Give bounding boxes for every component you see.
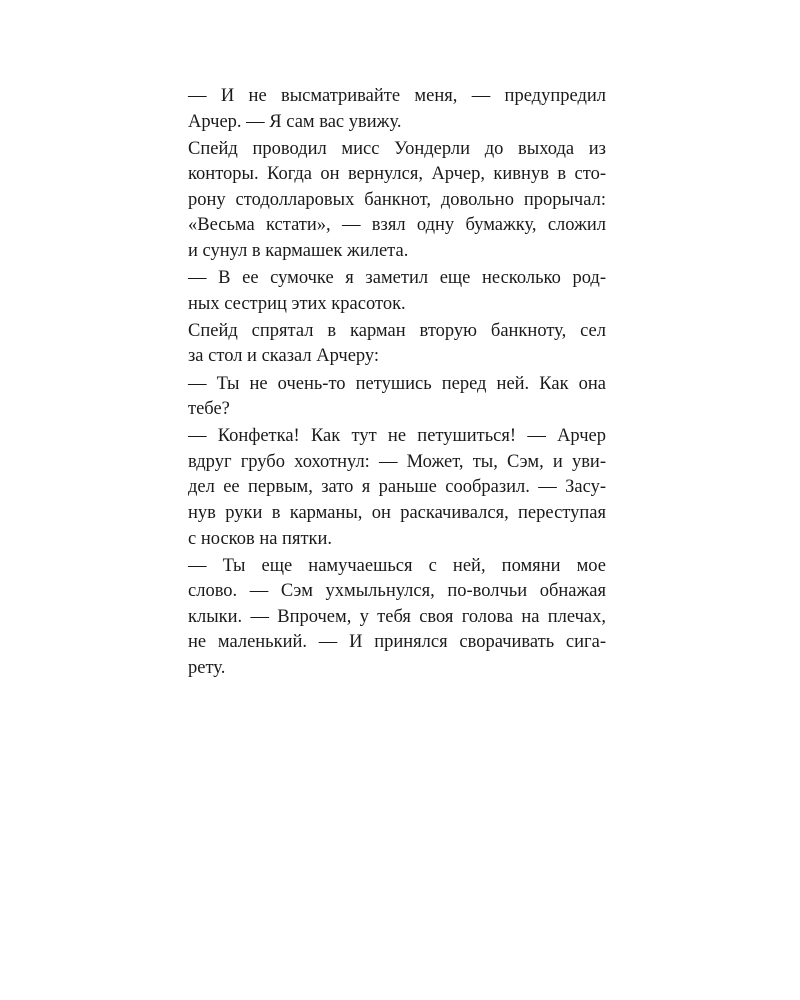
text-line: рону стодолларовых банкнот, довольно прорычал: xyxy=(188,189,606,210)
text-line: конторы. Когда он вернулся, Арчер, кивнув в сто- xyxy=(188,164,606,185)
paragraph xyxy=(164,84,606,135)
text-line: клыки. — Впрочем, у тебя своя голова на плечах, xyxy=(188,606,606,627)
text-line: ных сестриц этих красоток. xyxy=(188,293,406,314)
text-line: тебе? xyxy=(188,399,230,420)
text-line: и сунул в кармашек жилета. xyxy=(188,241,409,262)
text-line: — Ты еще намучаешься с ней, помяни мое xyxy=(188,555,606,576)
text-line: — Ты не очень-то петушись перед ней. Как она xyxy=(188,373,606,394)
paragraph xyxy=(164,266,606,317)
text-line: дел ее первым, зато я раньше сообразил. — Засу- xyxy=(188,477,606,498)
text-line: за стол и сказал Арчеру: xyxy=(188,346,380,367)
text-line: — В ее сумочке я заметил еще несколько род- xyxy=(188,268,606,289)
text-line: рету. xyxy=(188,658,226,679)
text-line: Арчер. — Я сам вас увижу. xyxy=(188,111,402,132)
text-line: Спейд проводил мисс Уондерли до выхода из xyxy=(188,138,606,159)
text-line: не маленький. — И принялся сворачивать сига- xyxy=(188,632,606,653)
paragraph xyxy=(164,137,606,265)
text-line: Спейд спрятал в карман вторую банкноту, сел xyxy=(188,320,606,341)
paragraph xyxy=(164,372,606,423)
paragraph xyxy=(164,554,606,682)
text-line: — И не высматривайте меня, — предупредил xyxy=(188,86,606,106)
text-line: нув руки в карманы, он раскачивался, переступая xyxy=(188,503,606,523)
text-line: с носков на пятки. xyxy=(188,528,333,549)
text-line: «Весьма кстати», — взял одну бумажку, сложил xyxy=(188,215,606,236)
text-line: вдруг грубо хохотнул: — Может, ты, Сэм, и уви- xyxy=(188,451,606,472)
text-line: слово. — Сэм ухмыльнулся, по-волчьи обнажая xyxy=(188,581,606,602)
paragraph xyxy=(164,424,606,552)
book-page-text xyxy=(164,84,606,683)
paragraph xyxy=(164,319,606,370)
text-line: — Конфетка! Как тут не петушиться! — Арчер xyxy=(188,426,606,447)
